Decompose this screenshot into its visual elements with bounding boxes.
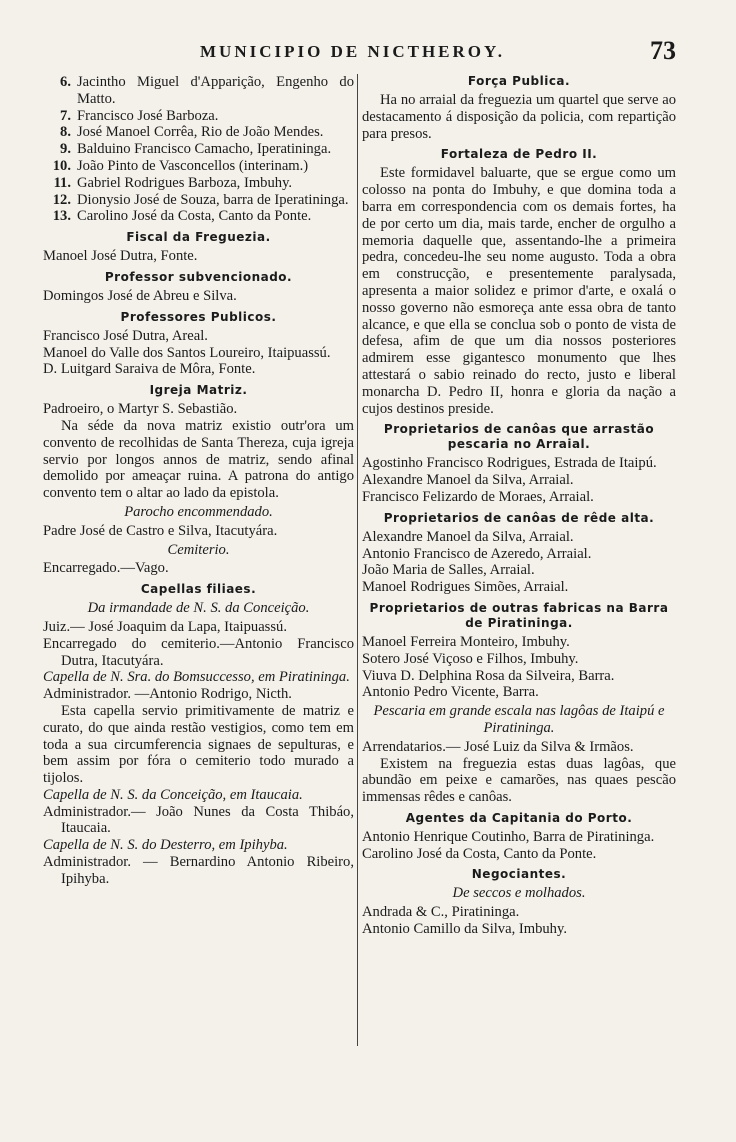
fiscal-heading: Fiscal da Freguezia. xyxy=(126,230,271,245)
agente-name: Antonio Henrique Coutinho, Barra de Piratininga. xyxy=(362,828,655,845)
list-item: 11. Gabriel Rodrigues Barboza, Imbuhy. xyxy=(53,174,293,191)
rede-owner: Antonio Francisco de Azeredo, Arraial. xyxy=(362,545,592,562)
page-header xyxy=(0,36,736,70)
administrador-bomsuccesso: Administrador. —Antonio Rodrigo, Nicth. xyxy=(43,686,292,703)
pescaria-heading: Pescaria em grande escala nas lagôas de Itaipú e Piratininga. xyxy=(373,703,665,736)
fortaleza-paragraph: Este formidavel baluarte, que se ergue como um colosso na ponta do Imbuhy, e que domina toda a barra em correspondencia com os demais fortes, ha de por certo um dia, mais tarde, encher de orgulho a memoria daquelle que, assentando-lhe a primeira pedra, concedeu-lhe seu nome augusto. Toda a obra em construcção, e presentemente paralysada, apresenta a maior solidez e primor d'arte, e oxalá o nosso governo não esmoreça ante essa obra de tanto alcance, e que ella se conclua sob o ponto de vista de defesa, afim de que um dia nossos posteriores admirem esse gigantesco monumento que lhes attestará o sabio reinado do recto, justo e liberal monarcha D. Pedro II, honra e gloria da nação a cujos destinos preside. xyxy=(362,165,676,417)
page-number: 73 xyxy=(650,36,676,65)
fabrica-owner: Manoel Ferreira Monteiro, Imbuhy. xyxy=(362,633,570,650)
administrador-desterro: Administrador. — Bernardino Antonio Ribeiro, Ipihyba. xyxy=(43,854,354,887)
professores-publicos-heading: Professores Publicos. xyxy=(120,309,277,324)
professor-subvencionado-name: Domingos José de Abreu e Silva. xyxy=(43,287,237,304)
fortaleza-heading: Fortaleza de Pedro II. xyxy=(440,147,598,162)
professor-name: Manoel do Valle dos Santos Loureiro, Itaipuassú. xyxy=(43,344,331,361)
igreja-paragraph: Na séde da nova matriz existio outr'ora um convento de recolhidas de Santa Thereza, cuja igreja servio por longos annos de matriz, sendo afinal demolido por ameaçar ruina. A patrona do antigo convento tem o altar ao lado da epistola. xyxy=(43,417,354,502)
column-divider xyxy=(357,74,358,1046)
capella-bomsuccesso-heading: Capella de N. Sra. do Bomsuccesso, em Piratininga. xyxy=(43,669,350,686)
forca-publica-paragraph: Ha no arraial da freguezia um quartel que serve ao destacamento á disposição da policia, com repartição para presos. xyxy=(362,92,676,142)
professor-subvencionado-heading: Professor subvencionado. xyxy=(104,269,293,284)
negociantes-heading: Negociantes. xyxy=(471,867,567,882)
fabrica-owner: Antonio Pedro Vicente, Barra. xyxy=(362,684,539,701)
fabrica-owner: Viuva D. Delphina Rosa da Silveira, Barra. xyxy=(362,667,615,684)
fabrica-owner: Sotero José Viçoso e Filhos, Imbuhy. xyxy=(362,650,579,667)
parocho-name: Padre José de Castro e Silva, Itacutyára. xyxy=(43,522,278,539)
list-item: 12. Dionysio José de Souza, barra de Iperatininga. xyxy=(52,191,349,208)
list-item: 13. Carolino José da Costa, Canto da Ponte. xyxy=(52,208,312,225)
forca-publica-heading: Força Publica. xyxy=(467,74,571,88)
list-item: 8. José Manoel Corrêa, Rio de João Mendes. xyxy=(60,124,324,141)
arrastao-owner: Agostinho Francisco Rodrigues, Estrada de Itaipú. xyxy=(362,455,657,472)
list-item: 6. Jacintho Miguel d'Apparição, Engenho do Matto. xyxy=(60,74,354,107)
agente-name: Carolino José da Costa, Canto da Ponte. xyxy=(362,845,597,862)
irmandade-heading: Da irmandade de N. S. da Conceição. xyxy=(87,600,310,617)
negociante-name: Andrada & C., Piratininga. xyxy=(362,904,520,921)
arrendatarios-text: Arrendatarios.— José Luiz da Silva & Irmãos. xyxy=(362,738,634,755)
running-title: MUNICIPIO DE NICTHEROY. xyxy=(200,42,505,61)
list-item: 7. Francisco José Barboza. xyxy=(60,107,219,124)
left-column xyxy=(43,74,354,888)
seccos-heading: De seccos e molhados. xyxy=(452,885,586,902)
capella-bomsuccesso-paragraph: Esta capella servio primitivamente de matriz e curato, do que ainda restão vestigios, como tem em toda a sua circumferencia signaes de sepulturas, e bem assim por fóra o cemiterio todo murado a tijolos. xyxy=(43,702,354,787)
parocho-heading: Parocho encommendado. xyxy=(124,503,273,520)
cemiterio-text: Encarregado.—Vago. xyxy=(43,560,169,577)
pescaria-paragraph: Existem na freguezia estas duas lagôas, que abundão em peixe e camarões, nas quaes pescão immensas rêdes e canôas. xyxy=(362,755,676,806)
fabricas-heading: Proprietarios de outras fabricas na Barra de Piratininga. xyxy=(369,600,669,630)
encarregado-text: Encarregado do cemiterio.—Antonio Francisco Dutra, Itacutyára. xyxy=(43,635,354,669)
agentes-heading: Agentes da Capitania do Porto. xyxy=(405,810,633,825)
fiscal-name: Manoel José Dutra, Fonte. xyxy=(43,248,198,265)
juiz-text: Juiz.— José Joaquim da Lapa, Itaipuassú. xyxy=(43,618,287,635)
list-item: 10. João Pinto de Vasconcellos (interinam.) xyxy=(52,157,309,174)
rede-alta-heading: Proprietarios de canôas de rêde alta. xyxy=(383,510,655,525)
negociante-name: Antonio Camillo da Silva, Imbuhy. xyxy=(362,921,567,938)
professor-name: D. Luitgard Saraiva de Môra, Fonte. xyxy=(43,361,256,378)
capellas-heading: Capellas filiaes. xyxy=(140,582,257,597)
list-item: 9. Balduino Francisco Camacho, Iperatininga. xyxy=(60,141,332,158)
padroeiro-text: Padroeiro, o Martyr S. Sebastião. xyxy=(43,401,238,418)
rede-owner: Alexandre Manoel da Silva, Arraial. xyxy=(362,528,574,545)
rede-owner: João Maria de Salles, Arraial. xyxy=(362,562,535,579)
capella-desterro-heading: Capella de N. S. do Desterro, em Ipihyba. xyxy=(43,837,288,854)
capella-conceicao-heading: Capella de N. S. da Conceição, em Itaucaia. xyxy=(43,786,303,803)
arrastao-owner: Francisco Felizardo de Moraes, Arraial. xyxy=(362,488,594,505)
right-column xyxy=(362,74,676,938)
administrador-conceicao: Administrador.— João Nunes da Costa Thibáo, Itaucaia. xyxy=(43,803,354,837)
cemiterio-heading: Cemiterio. xyxy=(167,541,230,558)
igreja-matriz-heading: Igreja Matriz. xyxy=(149,383,248,398)
arrastao-heading: Proprietarios de canôas que arrastão pescaria no Arraial. xyxy=(383,422,655,452)
professor-name: Francisco José Dutra, Areal. xyxy=(43,327,208,344)
rede-owner: Manoel Rodrigues Simões, Arraial. xyxy=(362,579,569,596)
arrastao-owner: Alexandre Manoel da Silva, Arraial. xyxy=(362,472,574,489)
